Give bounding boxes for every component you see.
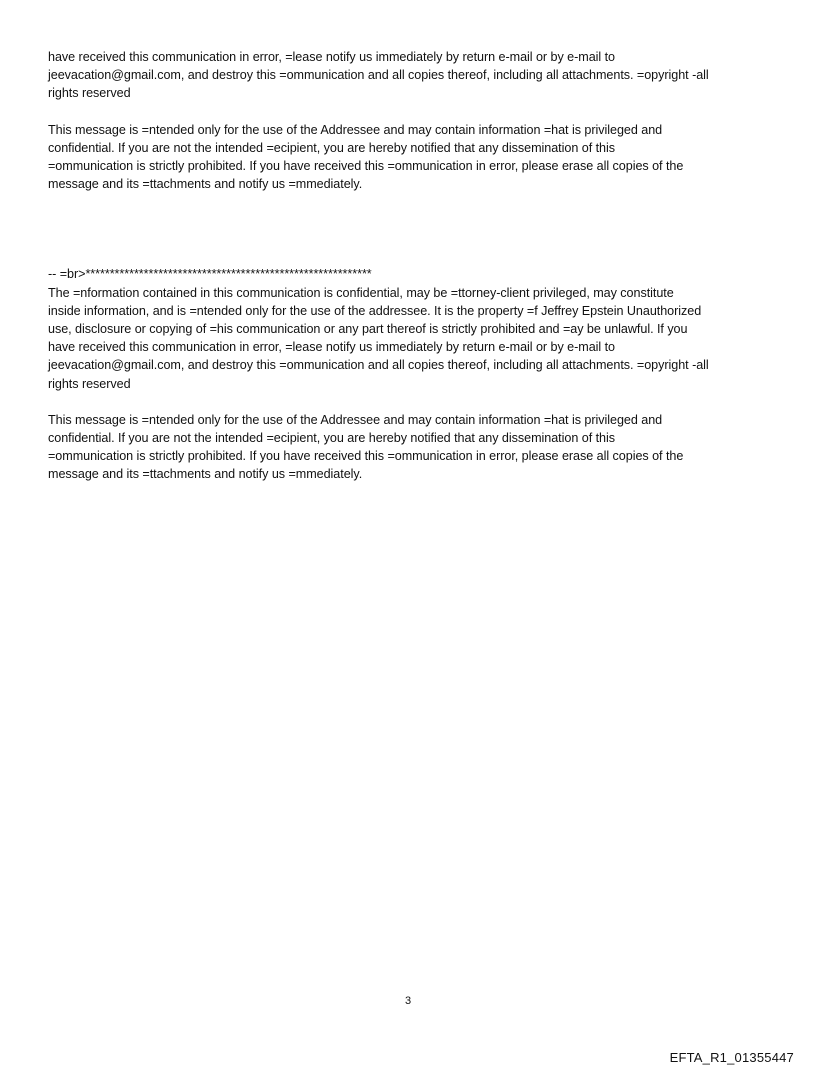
text-line: confidential. If you are not the intended =ecipient, you are hereby notified that any dissemination of this — [48, 140, 615, 155]
text-line: =ommunication is strictly prohibited. If you have received this =ommunication in error, please erase all copies of the — [48, 449, 684, 464]
text-line: =ommunication is strictly prohibited. If you have received this =ommunication in error, please erase all copies of the — [48, 159, 684, 174]
text-line: message and its =ttachments and notify us =mmediately. — [48, 467, 363, 482]
text-line: use, disclosure or copying of =his communication or any part thereof is strictly prohibited and =ay be unlawful. If you — [48, 322, 688, 337]
text-line: rights reserved — [48, 376, 131, 391]
document-body — [48, 48, 772, 484]
text-line: jeevacation@gmail.com, and destroy this =ommunication and all copies thereof, including all attachments. =opyright -all — [48, 68, 709, 83]
disclaimer-paragraph-1 — [48, 48, 772, 103]
text-line: This message is =ntended only for the use of the Addressee and may contain information =hat is privileged and — [48, 122, 663, 137]
text-line: jeevacation@gmail.com, and destroy this =ommunication and all copies thereof, including all attachments. =opyright -all — [48, 358, 709, 373]
disclaimer-paragraph-2 — [48, 265, 772, 392]
text-line: The =nformation contained in this communication is confidential, may be =ttorney-client privileged, may constitute — [48, 285, 674, 300]
text-line: inside information, and is =ntended only for the use of the addressee. It is the property =f Jeffrey Epstein Unauthorized — [48, 303, 702, 318]
text-line: have received this communication in error, =lease notify us immediately by return e-mail or by e-mail to — [48, 50, 616, 64]
page-number: 3 — [404, 995, 412, 1007]
separator-line: -- =br>*********************************************************** — [48, 267, 372, 282]
text-line: message and its =ttachments and notify us =mmediately. — [48, 177, 363, 192]
text-line: rights reserved — [48, 86, 131, 101]
text-line: confidential. If you are not the intended =ecipient, you are hereby notified that any dissemination of this — [48, 431, 615, 446]
text-line: have received this communication in error, =lease notify us immediately by return e-mail or by e-mail to — [48, 340, 616, 355]
confidentiality-paragraph-2 — [48, 411, 772, 484]
text-line: This message is =ntended only for the use of the Addressee and may contain information =hat is privileged and — [48, 412, 663, 427]
confidentiality-paragraph-1 — [48, 121, 772, 194]
bates-id: EFTA_R1_01355447 — [669, 1050, 794, 1065]
